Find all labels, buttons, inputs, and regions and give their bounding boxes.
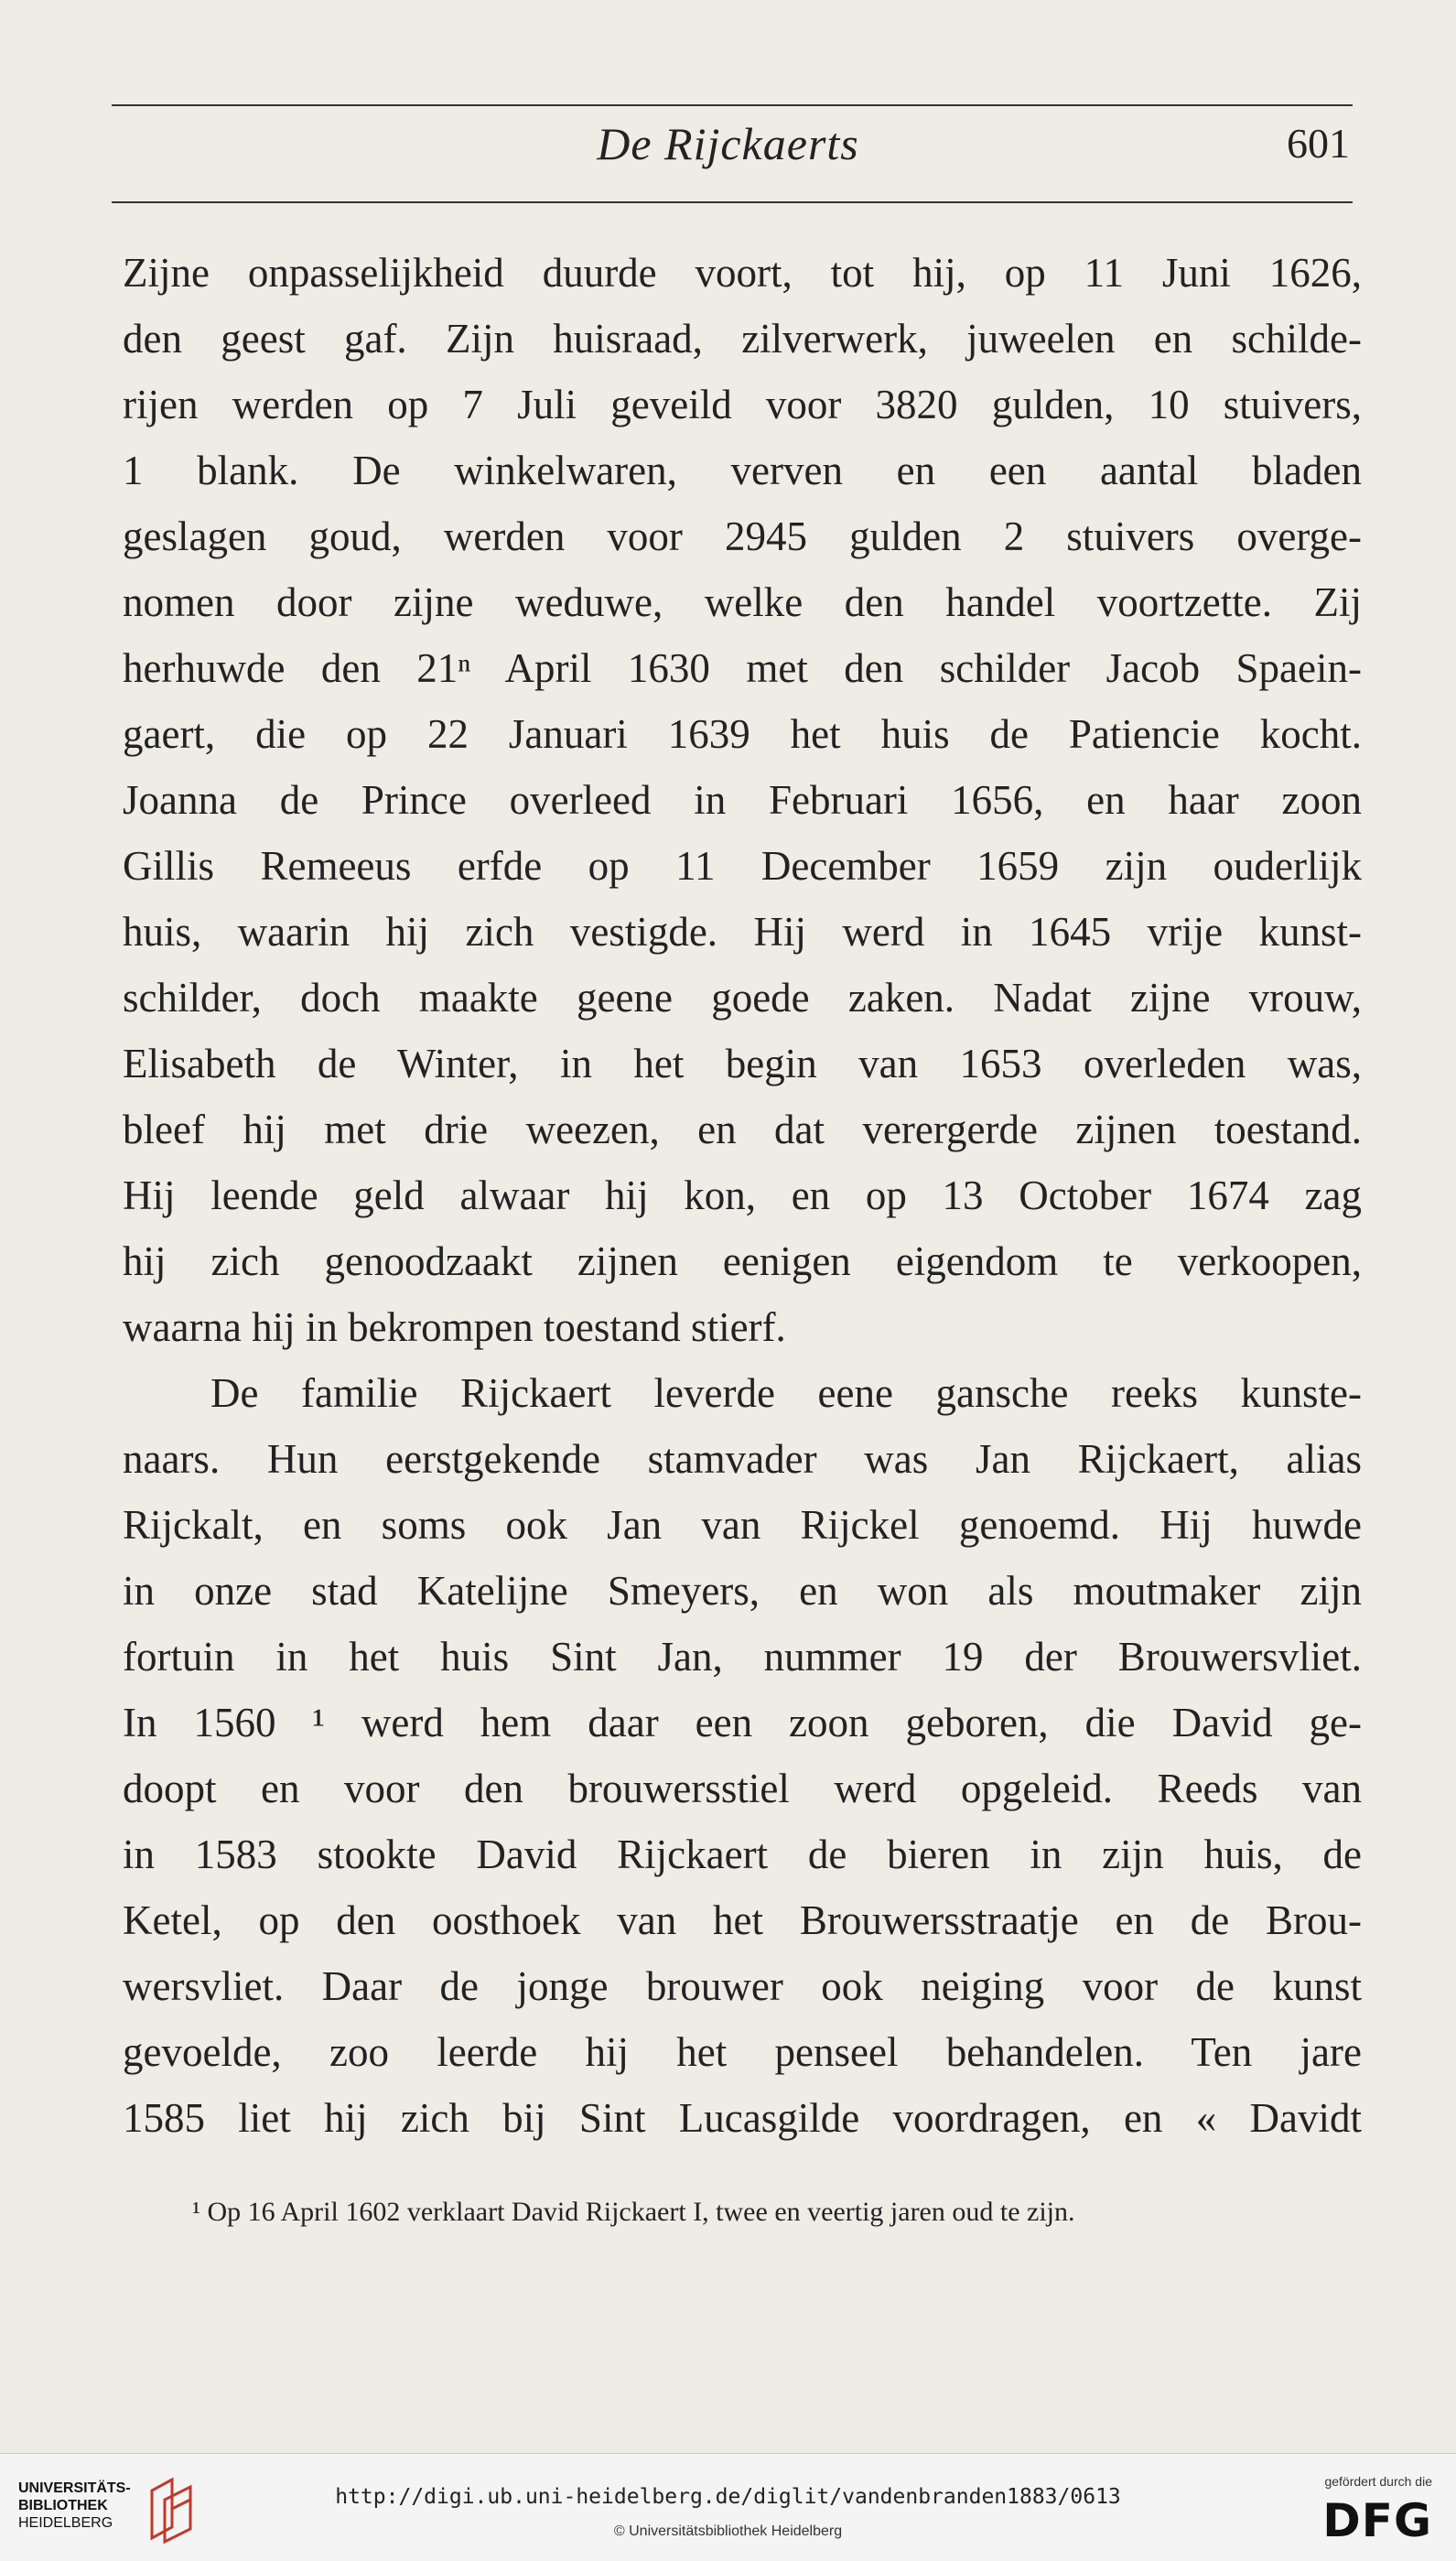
text-line: waarna hij in bekrompen toestand stierf. — [123, 1304, 786, 1350]
header-rule-bottom — [112, 201, 1353, 203]
text-line: Ketel, op den oosthoek van het Brouwersstraatje en de Brou- — [123, 1897, 1362, 1943]
text-line: 1 blank. De winkelwaren, verven en een aantal bladen — [123, 448, 1362, 493]
text-line: hij zich genoodzaakt zijnen eenigen eigendom te verkoopen, — [123, 1238, 1362, 1284]
text-line: wersvliet. Daar de jonge brouwer ook neiging voor de kunst — [123, 1963, 1362, 2009]
library-name-line: HEIDELBERG — [18, 2515, 113, 2531]
text-line: Joanna de Prince overleed in Februari 1656, en haar zoon — [123, 777, 1362, 823]
body-text — [123, 240, 1362, 2151]
text-line: doopt en voor den brouwersstiel werd opgeleid. Reeds van — [123, 1766, 1362, 1811]
text-line: fortuin in het huis Sint Jan, nummer 19 der Brouwersvliet. — [123, 1634, 1362, 1680]
dfg-logo-icon: DFG — [1322, 2494, 1432, 2547]
text-line: bleef hij met drie weezen, en dat verergerde zijnen toestand. — [123, 1107, 1362, 1152]
footnote: ¹ Op 16 April 1602 verklaart David Rijckaert I, twee en veertig jaren oud te zijn. — [192, 2197, 1075, 2227]
funding-label: gefördert durch die — [1324, 2474, 1432, 2489]
text-line: Zijne onpasselijkheid duurde voort, tot hij, op 11 Juni 1626, — [123, 250, 1362, 296]
text-line: in onze stad Katelijne Smeyers, en won als moutmaker zijn — [123, 1568, 1362, 1614]
header-rule-top — [112, 104, 1353, 106]
text-line: Elisabeth de Winter, in het begin van 1653 overleden was, — [123, 1041, 1362, 1086]
library-name-line: UNIVERSITÄTS- — [18, 2480, 131, 2496]
text-line: gevoelde, zoo leerde hij het penseel behandelen. Ten jare — [123, 2029, 1362, 2075]
copyright-notice: © Universitätsbibliothek Heidelberg — [613, 2523, 843, 2539]
text-line: herhuwde den 21ⁿ April 1630 met den schilder Jacob Spaein- — [123, 645, 1362, 691]
text-line: 1585 liet hij zich bij Sint Lucasgilde voordragen, en « Davidt — [123, 2095, 1362, 2141]
text-line: gaert, die op 22 Januari 1639 het huis de Patiencie kocht. — [123, 711, 1362, 757]
text-line: huis, waarin hij zich vestigde. Hij werd in 1645 vrije kunst- — [123, 909, 1362, 955]
text-line: Gillis Remeeus erfde op 11 December 1659 zijn ouderlijk — [123, 843, 1362, 889]
text-line: in 1583 stookte David Rijckaert de bieren in zijn huis, de — [123, 1832, 1362, 1877]
text-line: schilder, doch maakte geene goede zaken. Nadat zijne vrouw, — [123, 975, 1362, 1021]
text-line: nomen door zijne weduwe, welke den handel voortzette. Zij — [123, 579, 1362, 625]
text-line: Hij leende geld alwaar hij kon, en op 13 October 1674 zag — [123, 1172, 1362, 1218]
text-line: In 1560 ¹ werd hem daar een zoon geboren, die David ge- — [123, 1700, 1362, 1745]
page-number: 601 — [1287, 120, 1350, 167]
text-line: Rijckalt, en soms ook Jan van Rijckel genoemd. Hij huwde — [123, 1502, 1362, 1548]
text-line: naars. Hun eerstgekende stamvader was Jan Rijckaert, alias — [123, 1436, 1362, 1482]
permalink-url[interactable]: http://digi.ub.uni-heidelberg.de/diglit/vandenbranden1883/0613 — [335, 2485, 1121, 2509]
text-line: rijen werden op 7 Juli geveild voor 3820 gulden, 10 stuivers, — [123, 382, 1362, 427]
text-line: den geest gaf. Zijn huisraad, zilverwerk, juweelen en schilde- — [123, 316, 1362, 362]
text-line: De familie Rijckaert leverde eene gansche reeks kunste- — [210, 1370, 1362, 1416]
text-line: geslagen goud, werden voor 2945 gulden 2 stuivers overge- — [123, 513, 1362, 559]
library-name-line: BIBLIOTHEK — [18, 2498, 108, 2513]
viewer-footer — [0, 2453, 1456, 2561]
running-title: De Rijckaerts — [597, 118, 859, 169]
